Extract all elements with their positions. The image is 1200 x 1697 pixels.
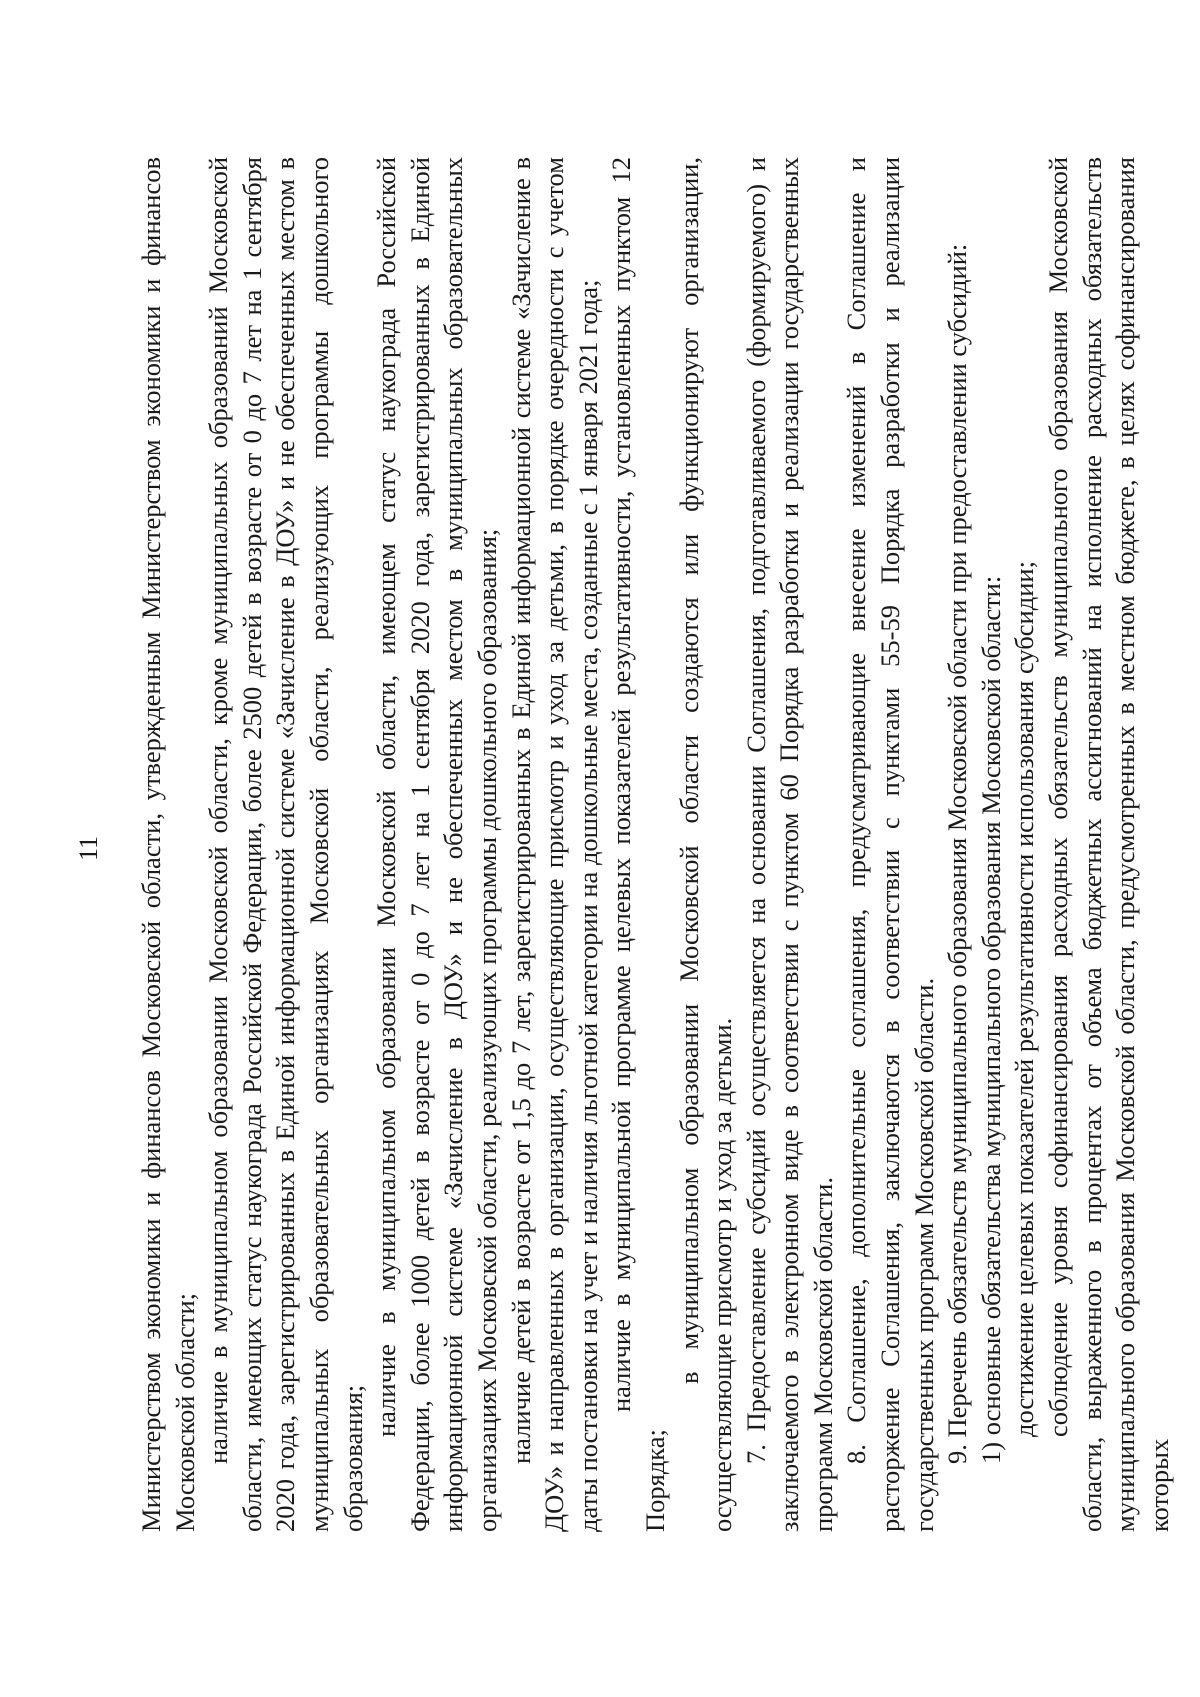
paragraph-item-7: 7. Предоставление субсидий осуществляется на основании Соглашения, подготавливаемого (формируемого) и заключаемого в электронном виде в соответствии с пунктом 60 Порядка разработки и реализации государственных программ Московской области. bbox=[740, 157, 838, 1532]
paragraph-cofinancing-level: соблюдение уровня софинансирования расходных обязательств муниципального образования Московской области, выраженного в процентах от объема бюджетных ассигнований на исполнение расходных обязательств муниципального образования Московской области, предусмотренных в местном бюджете, в целях софинансирования которых bbox=[1043, 157, 1174, 1532]
paragraph-item-9-1: 1) основные обязательства муниципального образования Московской области: bbox=[975, 575, 1006, 1464]
paragraph-continuation: Министерством экономики и финансов Московской области, утвержденным Министерством экономики и финансов Московской области; bbox=[136, 157, 200, 1532]
paragraph-condition-organizations: в муниципальном образовании Московской области создаются или функционируют организации, осуществляющие присмотр и уход за детьми. bbox=[673, 157, 738, 1532]
page-number: 11 bbox=[74, 835, 103, 862]
paragraph-condition-target-indicators: наличие в муниципальной программе целевых показателей результативности, установленных пунктом 12 Порядка; bbox=[606, 157, 670, 1532]
paragraph-condition-children-1-5-to-7: наличие детей в возрасте от 1,5 до 7 лет, зарегистрированных в Единой информационной системе «Зачисление в ДОУ» и направленных в организации, осуществляющие присмотр и уход за детьми, в порядке очередности с учетом даты постановки на учет и наличия льготной категории на дошкольные места, созданные с 1 января 2021 года; bbox=[505, 157, 603, 1532]
paragraph-item-9: 9. Перечень обязательств муниципального образования Московской области при предоставлении субсидий: bbox=[942, 243, 973, 1464]
paragraph-item-8: 8. Соглашение, дополнительные соглашения, предусматривающие внесение изменений в Соглашение и расторжение Соглашения, заключаются в соответствии с пунктами 55-59 Порядка разработки и реализации государственных программ Московской области. bbox=[841, 157, 939, 1532]
paragraph-condition-naukograd: наличие в муниципальном образовании Московской области, имеющем статус наукограда Российской Федерации, более 1000 детей в возрасте от 0 до 7 лет на 1 сентября 2020 года, зарегистрированных в Единой информационной системе «Зачисление в ДОУ» и не обеспеченных местом в муниципальных образовательных организациях Московской области, реализующих программы дошкольного образования; bbox=[371, 157, 502, 1532]
paragraph-target-achievement: достижение целевых показателей результативности использования субсидии; bbox=[1009, 561, 1040, 1437]
paragraph-condition-2500-children: наличие в муниципальном образовании Московской области, кроме муниципальных образований Московской области, имеющих статус наукограда Российской Федерации, более 2500 детей в возрасте от 0 до 7 лет на 1 сентября 2020 года, зарегистрированных в Единой информационной системе «Зачисление в ДОУ» и не обеспеченных местом в муниципальных образовательных организациях Московской области, реализующих программы дошкольного образования; bbox=[203, 157, 368, 1532]
document-body bbox=[135, 157, 1176, 1532]
